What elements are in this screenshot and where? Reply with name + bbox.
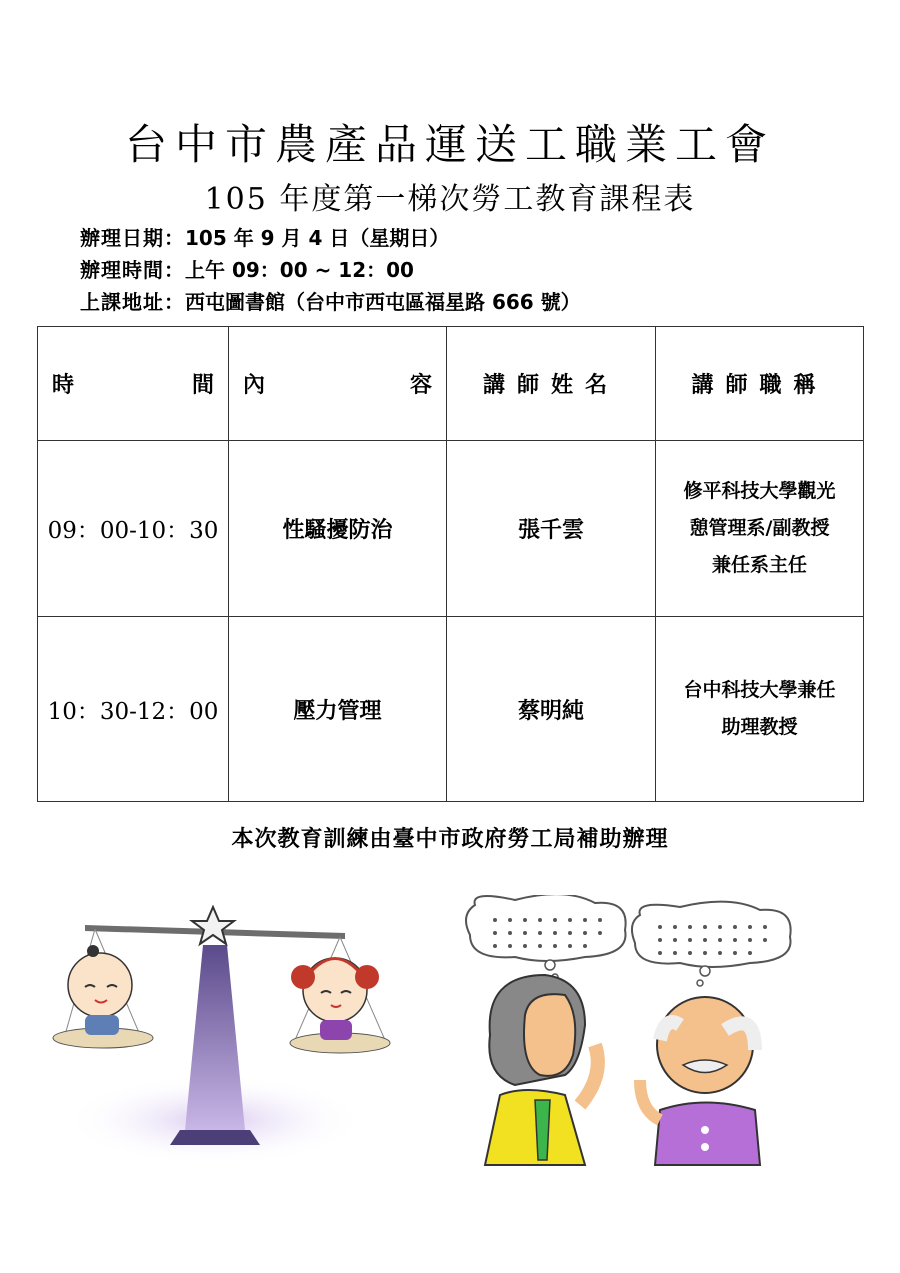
row-position <box>656 441 864 617</box>
position-line: 修平科技大學觀光 <box>683 480 836 502</box>
row-time: 09：00-10：30 <box>38 441 229 617</box>
document-subtitle: 105 年度第一梯次勞工教育課程表 <box>204 182 696 217</box>
elderly-couple-talking-illustration <box>455 895 805 1175</box>
info-place-value: 西屯圖書館（台中市西屯區福星路 666 號） <box>185 290 581 314</box>
header-content <box>229 327 447 441</box>
info-date <box>80 222 449 251</box>
table-row <box>38 441 864 617</box>
header-time-b: 間 <box>191 373 214 398</box>
header-time <box>38 327 229 441</box>
info-time-value: 上午 09：00 ~ 12：00 <box>185 258 414 282</box>
position-line: 助理教授 <box>721 716 798 738</box>
info-time-label: 辦理時間： <box>80 258 185 282</box>
table-row <box>38 617 864 802</box>
footer-note: 本次教育訓練由臺中市政府勞工局補助辦理 <box>231 827 669 852</box>
row-content: 壓力管理 <box>229 617 447 802</box>
info-date-label: 辦理日期： <box>80 226 185 250</box>
document-title: 台中市農產品運送工職業工會 <box>124 120 775 169</box>
balance-scale-illustration <box>45 905 405 1165</box>
info-place-label: 上課地址： <box>80 290 185 314</box>
row-position <box>656 617 864 802</box>
position-line: 憩管理系/副教授 <box>689 517 830 539</box>
header-time-a: 時 <box>52 373 75 398</box>
header-teacher: 講師姓名 <box>447 327 656 441</box>
row-time: 10：30-12：00 <box>38 617 229 802</box>
position-line: 台中科技大學兼任 <box>683 679 836 701</box>
header-content-b: 容 <box>409 373 432 398</box>
info-place <box>80 286 581 315</box>
position-line: 兼任系主任 <box>711 554 807 576</box>
info-time <box>80 254 414 283</box>
course-schedule-table <box>37 326 864 802</box>
table-header-row <box>38 327 864 441</box>
header-content-a: 內 <box>243 373 266 398</box>
row-content: 性騷擾防治 <box>229 441 447 617</box>
row-teacher: 張千雲 <box>447 441 656 617</box>
row-teacher: 蔡明純 <box>447 617 656 802</box>
header-position: 講師職稱 <box>656 327 864 441</box>
info-date-value: 105 年 9 月 4 日（星期日） <box>185 226 450 250</box>
